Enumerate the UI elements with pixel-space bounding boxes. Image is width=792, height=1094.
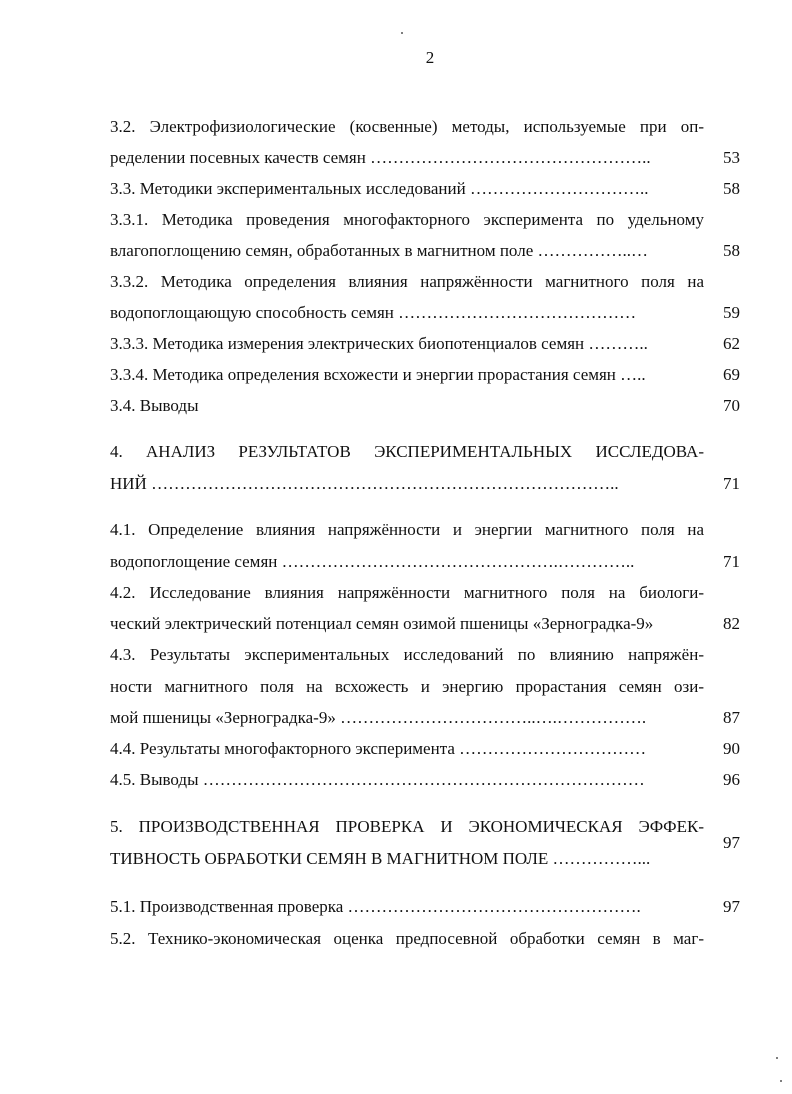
page-number: 2: [425, 48, 435, 67]
toc-line: влагопоглощению семян, обработанных в магнитном поле ……………..…: [110, 241, 648, 260]
toc-page-number: 71: [723, 474, 740, 493]
toc-line: водопоглощение семян ………………………………………….…………..: [110, 552, 635, 571]
toc-chapter-line: НИЙ ………………………………………………………………………..: [110, 474, 619, 493]
toc-page-number: 59: [723, 303, 740, 322]
toc-line: 3.3.3. Методика измерения электрических биопотенциалов семян ………..: [110, 334, 648, 353]
toc-line: 3.3. Методики экспериментальных исследований …………………………..: [110, 179, 649, 198]
toc-line: 4.3. Результаты экспериментальных исследований по влиянию напряжён-: [110, 645, 704, 664]
toc-chapter-line: 5. ПРОИЗВОДСТВЕННАЯ ПРОВЕРКА И ЭКОНОМИЧЕСКАЯ ЭФФЕК-: [110, 817, 704, 836]
toc-page-number: 97: [723, 897, 740, 916]
toc-line: 4.1. Определение влияния напряжённости и энергии магнитного поля на: [110, 520, 704, 539]
toc-page-number: 58: [723, 241, 740, 260]
toc-line: 4.2. Исследование влияния напряжённости магнитного поля на биологи-: [110, 583, 704, 602]
toc-page-number: 70: [723, 396, 740, 415]
toc-line: водопоглощающую способность семян ……………………………………: [110, 303, 637, 322]
toc-page-number: 69: [723, 365, 740, 384]
toc-line: 5.2. Технико-экономическая оценка предпосевной обработки семян в маг-: [110, 929, 704, 948]
toc-page-number: 58: [723, 179, 740, 198]
toc-line: 3.3.4. Методика определения всхожести и энергии прорастания семян …..: [110, 365, 646, 384]
toc-line: мой пшеницы «Зерноградка-9» ……………………………..….…………….: [110, 708, 647, 727]
toc-line: 5.1. Производственная проверка …………………………………………….: [110, 897, 641, 916]
toc-line: ческий электрический потенциал семян озимой пшеницы «Зерноградка-9»: [110, 614, 654, 633]
toc-page-number: 71: [723, 552, 740, 571]
toc-page-number: 97: [723, 833, 740, 852]
toc-line: ределении посевных качеств семян …………………………………………..: [110, 148, 651, 167]
toc-line: 3.3.2. Методика определения влияния напряжённости магнитного поля на: [110, 272, 704, 291]
toc-line: 3.3.1. Методика проведения многофакторного эксперимента по удельному: [110, 210, 704, 229]
toc-page-number: 96: [723, 770, 740, 789]
toc-page-number: 62: [723, 334, 740, 353]
toc-line: 4.5. Выводы ……………………………………………………………………: [110, 770, 645, 789]
scan-speck: [780, 1080, 782, 1082]
toc-page-number: 90: [723, 739, 740, 758]
toc-chapter-line: ТИВНОСТЬ ОБРАБОТКИ СЕМЯН В МАГНИТНОМ ПОЛЕ ……………...: [110, 849, 651, 868]
toc-line: 3.4. Выводы: [110, 396, 199, 415]
toc-page-number: 87: [723, 708, 740, 727]
scan-speck: [776, 1057, 778, 1059]
toc-line: 4.4. Результаты многофакторного эксперимента ……………………………: [110, 739, 647, 758]
toc-chapter-line: 4. АНАЛИЗ РЕЗУЛЬТАТОВ ЭКСПЕРИМЕНТАЛЬНЫХ ИССЛЕДОВА-: [110, 442, 704, 461]
toc-page-number: 82: [723, 614, 740, 633]
toc-line: ности магнитного поля на всхожесть и энергию прорастания семян ози-: [110, 677, 704, 696]
scan-speck: [401, 32, 403, 34]
toc-page-number: 53: [723, 148, 740, 167]
toc-line: 3.2. Электрофизиологические (косвенные) методы, используемые при оп-: [110, 117, 704, 136]
